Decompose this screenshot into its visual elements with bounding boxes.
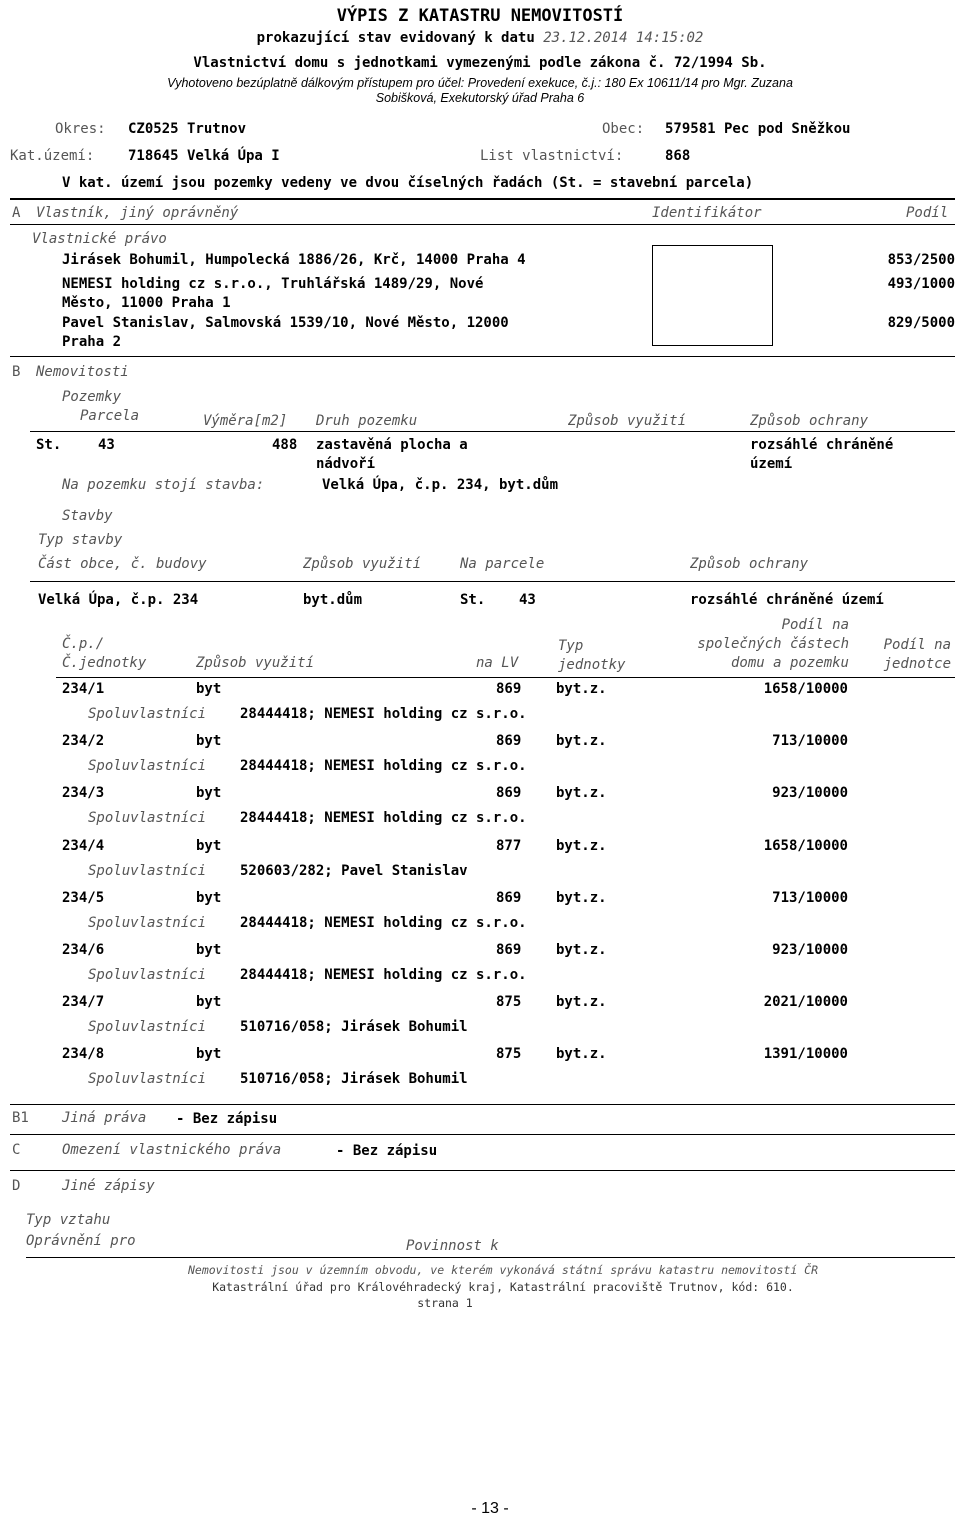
section-c-value: - Bez zápisu [336,1143,438,1159]
unit-id: 234/8 [62,1046,105,1062]
co-owner-label: Spoluvlastníci [88,810,207,826]
unit-id: 234/6 [62,942,105,958]
divider [30,431,955,432]
co-owner-label: Spoluvlastníci [88,706,207,722]
document-subtitle: Vlastnictví domu s jednotkami vymezenými podle zákona č. 72/1994 Sb. [193,55,767,71]
unit-lv: 869 [496,733,522,749]
unit-vyuziti: byt [196,681,222,697]
col-jed-2: jednotce [883,656,951,672]
co-owner-value: 510716/058; Jirásek Bohumil [240,1071,468,1087]
col-spol-1: Podíl na [781,617,849,633]
status-label: prokazující stav evidovaný k datu [256,30,535,46]
col-cp-1: Č.p./ [62,636,105,652]
page-number: - 13 - [471,1500,509,1517]
owner-2-line-2: Město, 11000 Praha 1 [62,295,231,311]
cadastre-note: V kat. území jsou pozemky vedeny ve dvou číselných řadách (St. = stavební parcela) [62,175,754,191]
divider [10,356,955,357]
owner-3-share: 829/5000 [887,315,955,331]
footer-line-3: strana 1 [417,1296,473,1310]
unit-vyuziti: byt [196,838,222,854]
col-stavba-vyuziti: Způsob využití [303,556,422,572]
col-podil: Podíl [906,205,949,221]
unit-share: 1391/10000 [763,1046,848,1062]
parcel-number: 43 [98,437,115,453]
divider [10,1170,955,1171]
unit-vyuziti: byt [196,994,222,1010]
pozemky-label: Pozemky [62,389,122,405]
unit-vyuziti: byt [196,1046,222,1062]
col-spol-3: domu a pozemku [730,655,849,671]
section-c-letter: C [12,1142,21,1158]
co-owner-value: 28444418; NEMESI holding cz s.r.o. [240,967,527,983]
divider [10,224,955,225]
col-parcela: Parcela [80,408,140,424]
okres-value: CZ0525 Trutnov [128,121,247,137]
unit-typ: byt.z. [556,1046,607,1062]
opravneni-pro: Oprávnění pro [26,1233,136,1249]
building-ochrana: rozsáhlé chráněné území [690,592,884,608]
unit-lv: 869 [496,681,522,697]
stavba-label: Na pozemku stojí stavba: [62,477,265,493]
povinnost-k: Povinnost k [406,1238,499,1254]
unit-typ: byt.z. [556,838,607,854]
section-b1-title: Jiná práva [62,1110,147,1126]
col-zpusob-ochrany: Způsob ochrany [750,413,869,429]
section-a-letter: A [12,205,21,221]
col-identifikator: Identifikátor [652,205,762,221]
footer-line-2: Katastrální úřad pro Královéhradecký kraj, Katastrální pracoviště Trutnov, kód: 610. [212,1280,794,1294]
stavby-label: Stavby [62,508,113,524]
co-owner-value: 28444418; NEMESI holding cz s.r.o. [240,810,527,826]
katuzemi-label: Kat.území: [10,148,95,164]
unit-typ: byt.z. [556,994,607,1010]
owner-1-share: 853/2500 [887,252,955,268]
stavba-value: Velká Úpa, č.p. 234, byt.dům [322,477,559,493]
obec-value: 579581 Pec pod Sněžkou [665,121,851,137]
unit-share: 923/10000 [772,942,848,958]
col-stavba-ochrany: Způsob ochrany [690,556,809,572]
co-owner-value: 28444418; NEMESI holding cz s.r.o. [240,758,527,774]
co-owner-label: Spoluvlastníci [88,1071,207,1087]
lv-label: List vlastnictví: [480,148,624,164]
co-owner-label: Spoluvlastníci [88,967,207,983]
unit-typ: byt.z. [556,681,607,697]
col-druh: Druh pozemku [316,413,418,429]
section-d-letter: D [12,1178,21,1194]
lv-value: 868 [665,148,691,164]
col-na-lv: na LV [476,655,519,671]
owner-2-line-1: NEMESI holding cz s.r.o., Truhlářská 1489/29, Nové [62,276,484,292]
unit-vyuziti: byt [196,733,222,749]
parcel-type: St. [36,437,62,453]
document-title: VÝPIS Z KATASTRU NEMOVITOSTÍ [336,6,624,26]
unit-share: 1658/10000 [763,681,848,697]
unit-lv: 869 [496,890,522,906]
col-cast-obce: Část obce, č. budovy [38,556,207,572]
co-owner-value: 28444418; NEMESI holding cz s.r.o. [240,706,527,722]
unit-lv: 875 [496,994,522,1010]
section-b-letter: B [12,364,21,380]
unit-share: 1658/10000 [763,838,848,854]
building-parcela: St. 43 [460,592,536,608]
unit-id: 234/2 [62,733,105,749]
unit-lv: 875 [496,1046,522,1062]
unit-typ: byt.z. [556,785,607,801]
status-line [0,30,960,46]
unit-id: 234/1 [62,681,105,697]
unit-id: 234/3 [62,785,105,801]
unit-lv: 877 [496,838,522,854]
unit-typ: byt.z. [556,890,607,906]
col-typ-2: jednotky [558,657,626,673]
section-c-title: Omezení vlastnického práva [62,1142,282,1158]
owner-1-line-1: Jirásek Bohumil, Humpolecká 1886/26, Krč, 14000 Praha 4 [62,252,526,268]
col-spol-2: společných částech [697,636,849,652]
section-a-title: Vlastník, jiný oprávněný [36,205,239,221]
unit-id: 234/4 [62,838,105,854]
unit-share: 713/10000 [772,733,848,749]
unit-id: 234/7 [62,994,105,1010]
co-owner-label: Spoluvlastníci [88,863,207,879]
parcel-druh-1: zastavěná plocha a [316,437,468,453]
section-b1-letter: B1 [12,1110,29,1126]
footer-line-1: Nemovitosti jsou v územním obvodu, ve kterém vykonává státní správu katastru nemovitostí ČR [187,1263,819,1277]
divider [56,677,955,678]
col-zpusob-vyuziti: Způsob využití [568,413,687,429]
unit-lv: 869 [496,785,522,801]
col-unit-vyuziti: Způsob využití [196,655,315,671]
section-a-subtitle: Vlastnické právo [32,231,167,247]
divider [10,1104,955,1105]
unit-typ: byt.z. [556,733,607,749]
co-owner-label: Spoluvlastníci [88,915,207,931]
parcel-ochrana-2: území [750,456,793,472]
parcel-area: 488 [272,437,298,453]
col-cp-2: Č.jednotky [62,655,147,671]
typ-stavby-label: Typ stavby [38,532,123,548]
col-vymera: Výměra[m2] [203,413,288,429]
section-b1-value: - Bez zápisu [176,1111,278,1127]
unit-share: 2021/10000 [763,994,848,1010]
unit-vyuziti: byt [196,890,222,906]
okres-label: Okres: [55,121,106,137]
co-owner-label: Spoluvlastníci [88,1019,207,1035]
co-owner-label: Spoluvlastníci [88,758,207,774]
unit-share: 713/10000 [772,890,848,906]
section-b-title: Nemovitosti [36,364,129,380]
identifier-redaction-box [652,245,773,346]
issued-line-1: Vyhotoveno bezúplatně dálkovým přístupem pro účel: Provedení exekuce, č.j.: 180 Ex 10611/14 pro Mgr. Zuzana [167,76,793,90]
parcel-druh-2: nádvoří [316,456,376,472]
co-owner-value: 28444418; NEMESI holding cz s.r.o. [240,915,527,931]
col-typ-1: Typ [558,638,584,654]
status-date: 23.12.2014 14:15:02 [543,30,704,46]
building-cast: Velká Úpa, č.p. 234 [38,592,199,608]
co-owner-value: 510716/058; Jirásek Bohumil [240,1019,468,1035]
col-jed-1: Podíl na [883,637,951,653]
parcel-ochrana-1: rozsáhlé chráněné [750,437,894,453]
katuzemi-value: 718645 Velká Úpa I [128,148,280,164]
divider [10,198,955,200]
owner-3-line-1: Pavel Stanislav, Salmovská 1539/10, Nové Město, 12000 [62,315,509,331]
divider [10,1134,955,1135]
owner-3-line-2: Praha 2 [62,334,122,350]
unit-id: 234/5 [62,890,105,906]
col-na-parcele: Na parcele [460,556,545,572]
unit-vyuziti: byt [196,785,222,801]
co-owner-value: 520603/282; Pavel Stanislav [240,863,468,879]
owner-2-share: 493/1000 [887,276,955,292]
issued-line-2: Sobišková, Exekutorský úřad Praha 6 [375,91,585,105]
unit-share: 923/10000 [772,785,848,801]
unit-lv: 869 [496,942,522,958]
obec-label: Obec: [602,121,645,137]
typ-vztahu: Typ vztahu [26,1212,111,1228]
unit-typ: byt.z. [556,942,607,958]
section-d-title: Jiné zápisy [62,1178,155,1194]
building-vyuziti: byt.dům [303,592,363,608]
unit-vyuziti: byt [196,942,222,958]
divider [30,581,955,582]
divider [26,1257,955,1258]
